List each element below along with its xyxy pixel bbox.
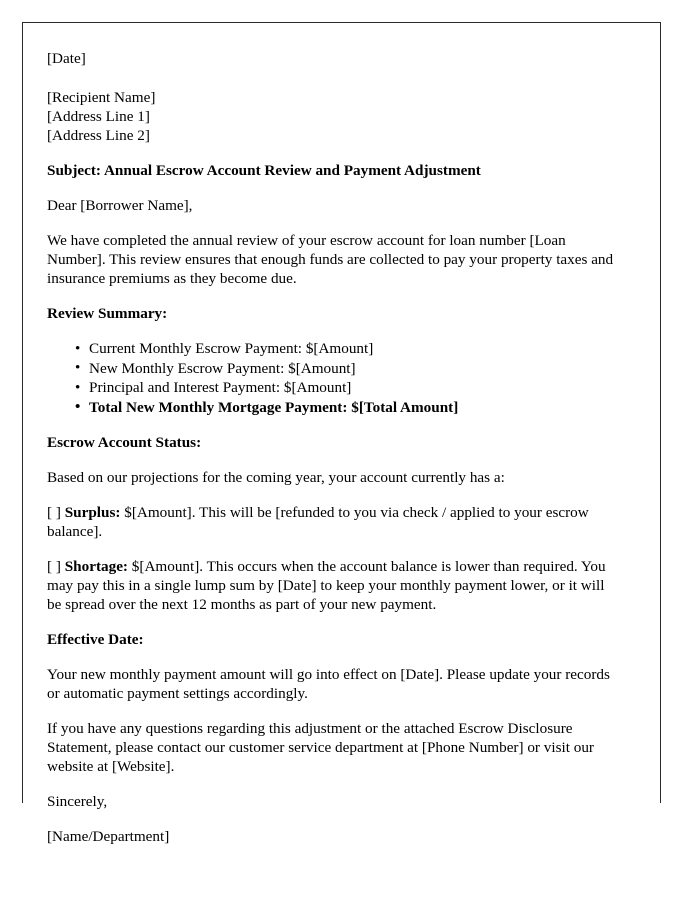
shortage-option xyxy=(47,557,618,614)
review-summary-heading: Review Summary: xyxy=(47,305,168,322)
date-line: [Date] xyxy=(47,50,86,67)
intro-paragraph: We have completed the annual review of your escrow account for loan number [Loan Number]. This review ensures that enough funds are collected to pay your property taxes and insurance premiums as they become due. xyxy=(47,232,614,287)
salutation: Dear [Borrower Name], xyxy=(47,197,193,214)
escrow-status-heading: Escrow Account Status: xyxy=(47,434,202,451)
recipient-address-line-2: [Address Line 2] xyxy=(47,127,150,144)
effective-date-paragraph: Your new monthly payment amount will go into effect on [Date]. Please update your records or automatic payment settings accordingly. xyxy=(47,666,610,702)
recipient-address-block xyxy=(47,88,618,145)
recipient-name: [Recipient Name] xyxy=(47,89,156,106)
document-page xyxy=(22,22,661,845)
list-item-total xyxy=(47,398,618,418)
list-item-label: Principal and Interest Payment: $[Amount] xyxy=(89,379,352,396)
list-item xyxy=(47,378,618,398)
list-item-label: New Monthly Escrow Payment: $[Amount] xyxy=(89,359,356,377)
surplus-option xyxy=(47,503,618,541)
contact-paragraph: If you have any questions regarding this adjustment or the attached Escrow Disclosure Statement, please contact our customer service department at [Phone Number] or visit our website at [Website]. xyxy=(47,720,594,775)
list-item-label: Total New Monthly Mortgage Payment: $[Total Amount] xyxy=(89,398,459,416)
shortage-label: Shortage: xyxy=(64,558,128,575)
recipient-address-line-1: [Address Line 1] xyxy=(47,108,150,125)
shortage-checkbox[interactable]: [ ] xyxy=(47,558,65,575)
shortage-body: $[Amount]. This occurs when the account balance is lower than required. You may pay this in a single lump sum by [Date] to keep your monthly payment lower, or it will be spread over the next 12 months as part of your new payment. xyxy=(47,558,606,613)
subject-line: Subject: Annual Escrow Account Review and Payment Adjustment xyxy=(47,162,481,179)
list-item xyxy=(47,339,618,359)
review-summary-list xyxy=(47,339,618,417)
list-item-label: Current Monthly Escrow Payment: $[Amount] xyxy=(89,340,374,357)
document-body xyxy=(23,23,660,846)
effective-date-heading: Effective Date: xyxy=(47,631,144,648)
escrow-status-intro: Based on our projections for the coming year, your account currently has a: xyxy=(47,469,505,486)
list-item xyxy=(47,359,618,379)
closing-salutation: Sincerely, xyxy=(47,793,108,810)
surplus-body: $[Amount]. This will be [refunded to you via check / applied to your escrow balance]. xyxy=(47,504,589,540)
surplus-checkbox[interactable]: [ ] xyxy=(47,504,65,521)
signature-block: [Name/Department] xyxy=(47,828,170,845)
surplus-label: Surplus: xyxy=(64,504,121,521)
